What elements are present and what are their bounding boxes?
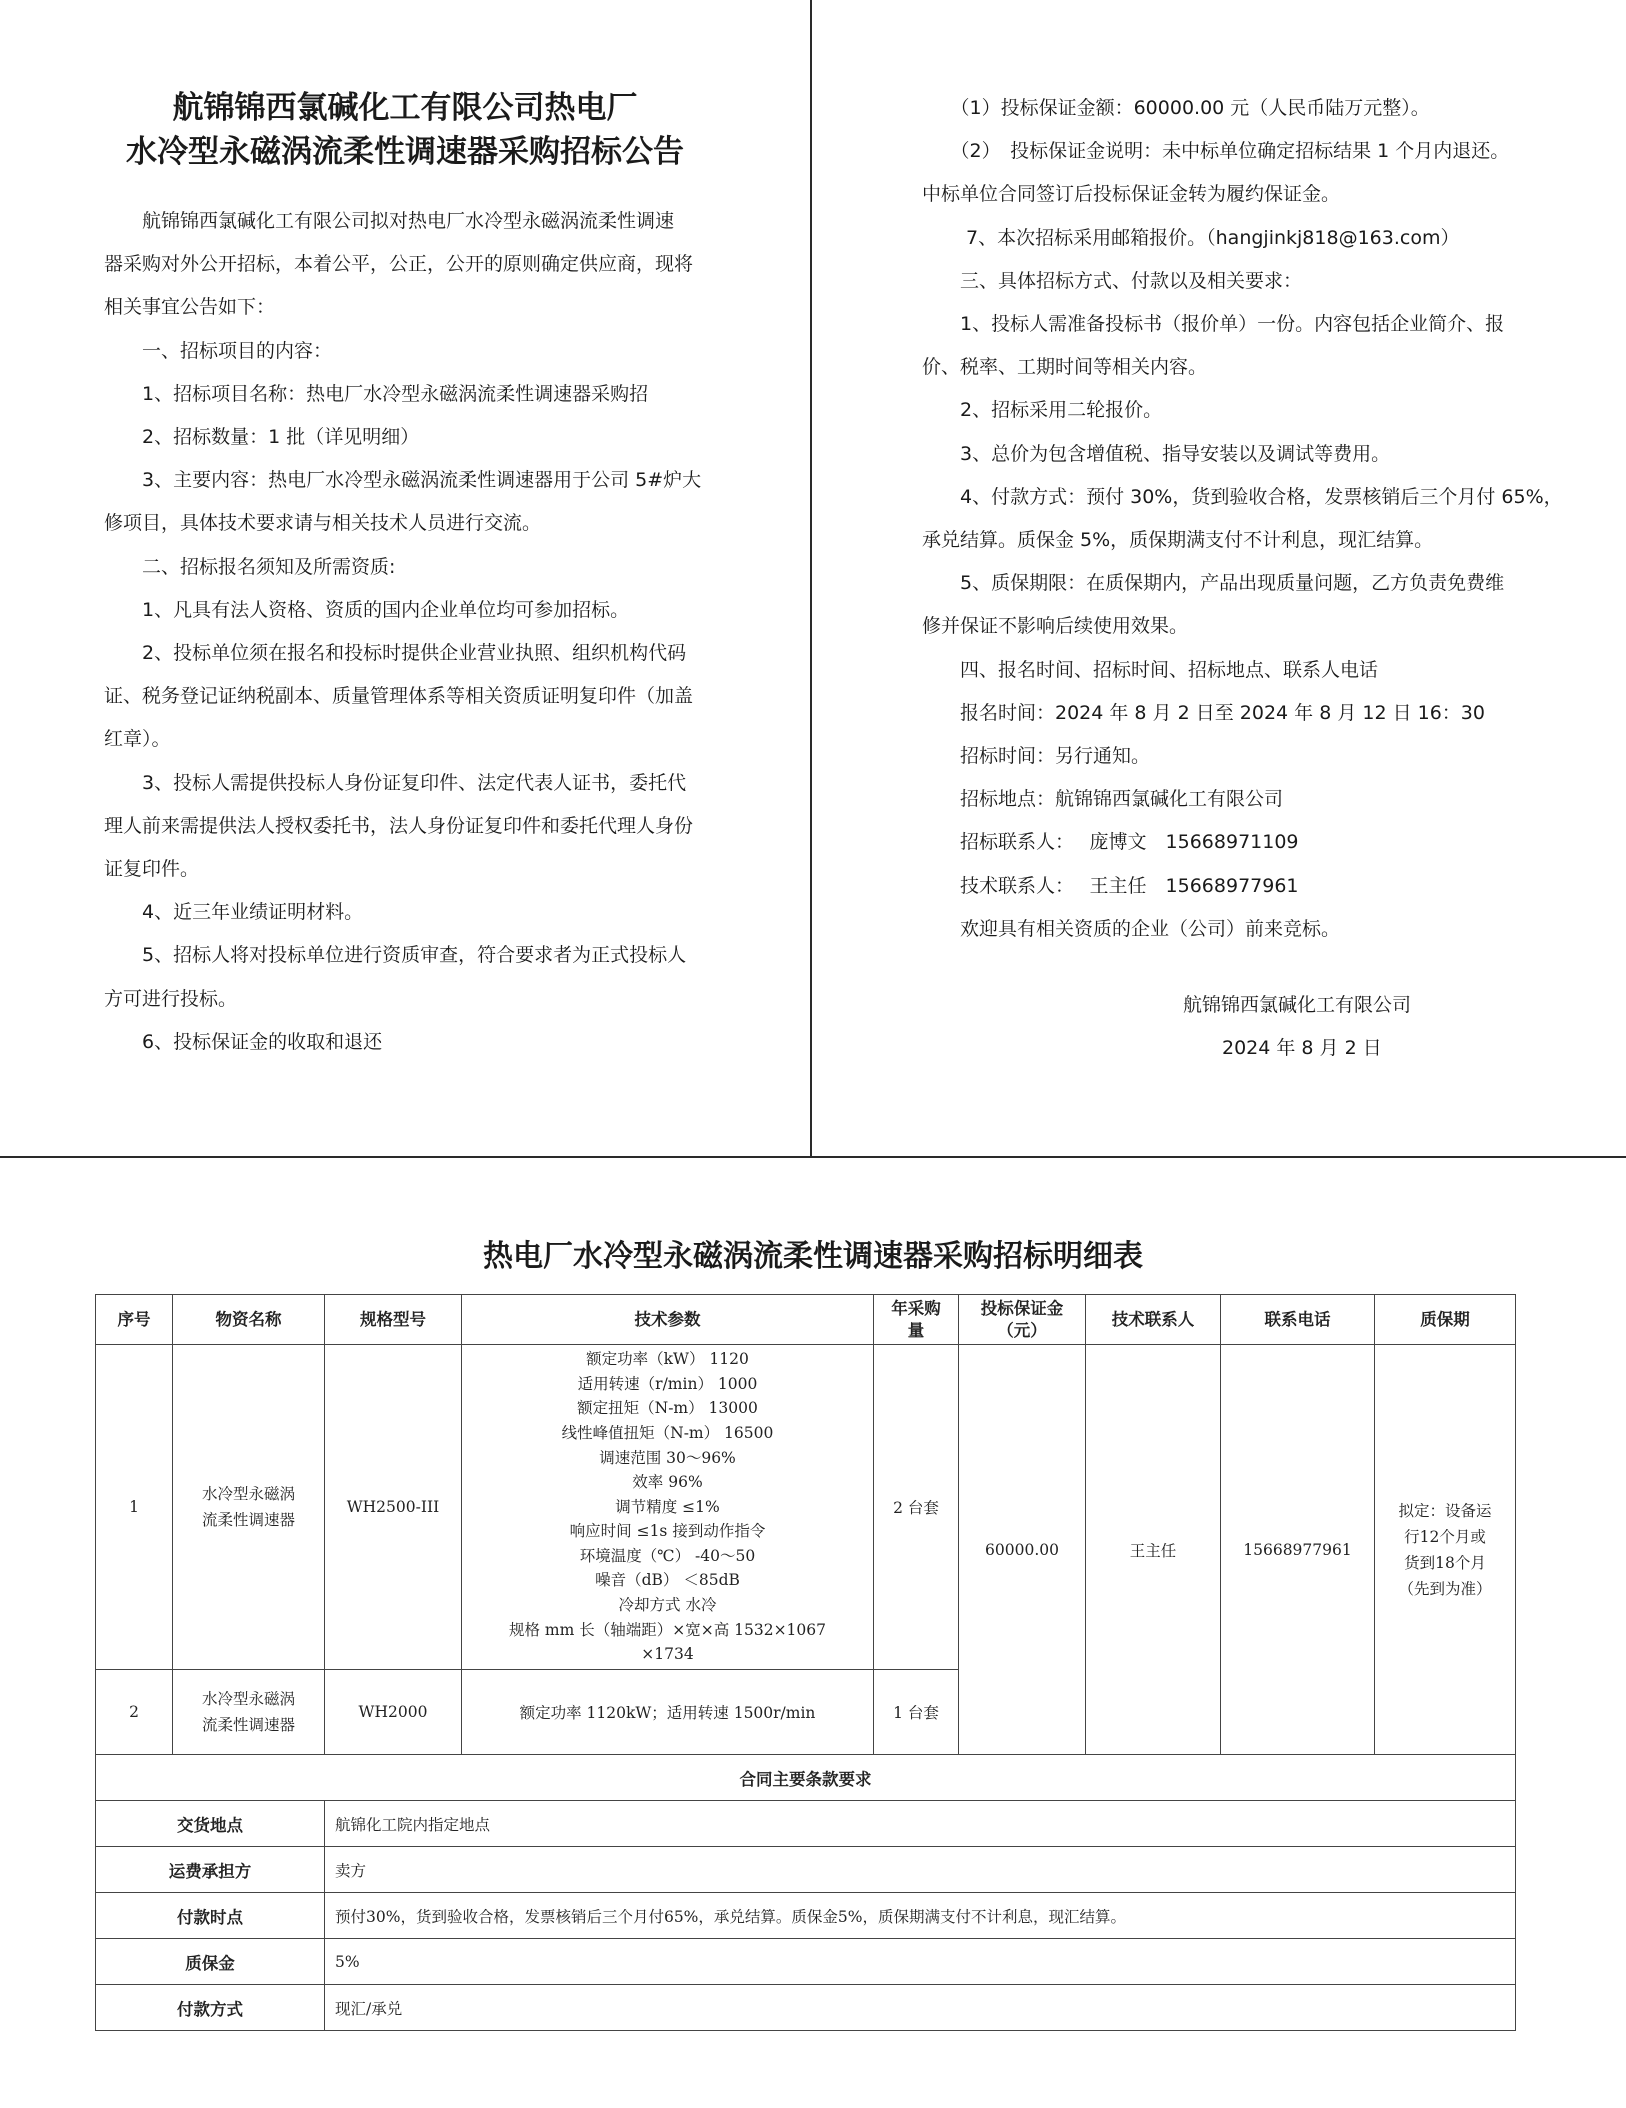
header-deposit-line1: 投标保证金 — [980, 1298, 1064, 1318]
warranty-line: 行12个月或 — [1404, 1527, 1486, 1546]
warranty-line: （先到为准） — [1398, 1579, 1492, 1598]
contract-value: 预付30%，货到验收合格，发票核销后三个月付65%，承兑结算。质保金5%，质保期满支付不计利息，现汇结算。 — [325, 1893, 1516, 1939]
notice-paragraph-line: 4、近三年业绩证明材料。 — [104, 901, 364, 924]
notice-paragraph-line: 三、具体招标方式、付款以及相关要求： — [922, 269, 1303, 292]
header-deposit-line2: （元） — [997, 1320, 1047, 1340]
spec-line: 冷却方式 水冷 — [618, 1596, 717, 1615]
contract-label: 付款方式 — [96, 1985, 325, 2031]
row2-name-line1: 水冷型永磁涡 — [201, 1690, 295, 1708]
header-phone: 联系电话 — [1221, 1295, 1375, 1345]
notice-paragraph-line: 7、本次招标采用邮箱报价。（hangjinkj818@163.com） — [922, 226, 1460, 249]
notice-paragraph-line: 承兑结算。质保金 5%，质保期满支付不计利息，现汇结算。 — [922, 529, 1434, 551]
header-specs: 技术参数 — [462, 1295, 874, 1345]
notice-paragraph-line: 一、招标项目的内容： — [104, 339, 333, 362]
notice-paragraph-line: 招标时间：另行通知。 — [922, 745, 1151, 767]
row2-qty: 1 台套 — [874, 1670, 959, 1755]
row1-seq: 1 — [96, 1345, 173, 1670]
signature-company: 航锦锦西氯碱化工有限公司 — [1183, 994, 1412, 1016]
spec-line: 线性峰值扭矩（N-m） 16500 — [561, 1423, 774, 1442]
warranty-cell — [1375, 1345, 1516, 1755]
notice-title-line2: 水冷型永磁涡流柔性调速器采购招标公告 — [126, 134, 684, 170]
header-qty — [874, 1295, 959, 1345]
notice-paragraph-line: 中标单位合同签订后投标保证金转为履约保证金。 — [922, 183, 1341, 206]
contract-row — [96, 1939, 1516, 1985]
notice-paragraph-line: 招标联系人： 庞博文 15668971109 — [922, 831, 1299, 854]
table-header-row — [96, 1295, 1516, 1345]
row2-name-line2: 流柔性调速器 — [201, 1716, 295, 1734]
contract-value: 5% — [325, 1939, 1516, 1985]
signature-date: 2024 年 8 月 2 日 — [1222, 1037, 1382, 1059]
contract-row — [96, 1801, 1516, 1847]
notice-paragraph-line: 欢迎具有相关资质的企业（公司）前来竞标。 — [922, 917, 1341, 940]
notice-paragraph-line: 2、投标单位须在报名和投标时提供企业营业执照、组织机构代码 — [104, 642, 687, 664]
row2-seq: 2 — [96, 1670, 173, 1755]
row1-specs — [462, 1345, 874, 1670]
spec-line: 响应时间 ≤1s 接到动作指令 — [569, 1522, 766, 1541]
notice-paragraph-line: 器采购对外公开招标，本着公平，公正，公开的原则确定供应商，现将 — [104, 253, 694, 276]
row1-model: WH2500-III — [325, 1345, 462, 1670]
page-divider-vertical — [810, 0, 812, 1157]
warranty-line: 货到18个月 — [1404, 1553, 1486, 1572]
spec-line: 噪音（dB） ＜85dB — [595, 1571, 740, 1590]
row1-name-line2: 流柔性调速器 — [201, 1511, 295, 1529]
row2-name — [173, 1670, 325, 1755]
contract-value: 航锦化工院内指定地点 — [325, 1801, 1516, 1847]
spec-line: 调速范围 30～96% — [599, 1448, 736, 1467]
spec-line: 额定功率（kW） 1120 — [586, 1350, 749, 1369]
contract-label: 运费承担方 — [96, 1847, 325, 1893]
notice-paragraph-line: 技术联系人： 王主任 15668977961 — [922, 874, 1299, 897]
header-deposit — [959, 1295, 1086, 1345]
spec-line: ×1734 — [641, 1645, 694, 1664]
spec-line: 适用转速（r/min） 1000 — [577, 1374, 758, 1393]
notice-paragraph-line: 相关事宜公告如下： — [104, 296, 276, 319]
notice-paragraph-line: 航锦锦西氯碱化工有限公司拟对热电厂水冷型永磁涡流柔性调速 — [104, 210, 675, 232]
notice-paragraph-line: 报名时间：2024 年 8 月 2 日至 2024 年 8 月 12 日 16：30 — [922, 701, 1485, 724]
notice-paragraph-line: 2、招标采用二轮报价。 — [922, 399, 1163, 422]
notice-paragraph-line: 招标地点：航锦锦西氯碱化工有限公司 — [922, 788, 1284, 811]
row1-name — [173, 1345, 325, 1670]
header-seq: 序号 — [96, 1295, 173, 1345]
header-model: 规格型号 — [325, 1295, 462, 1345]
notice-title-line1: 航锦锦西氯碱化工有限公司热电厂 — [172, 90, 638, 126]
notice-paragraph-line: 2、招标数量：1 批（详见明细） — [104, 426, 420, 448]
phone-cell: 15668977961 — [1221, 1345, 1375, 1755]
contract-value: 现汇/承兑 — [325, 1985, 1516, 2031]
notice-paragraph-line: 3、投标人需提供投标人身份证复印件、法定代表人证书，委托代 — [104, 771, 687, 794]
header-name: 物资名称 — [173, 1295, 325, 1345]
table-row — [96, 1345, 1516, 1670]
notice-paragraph-line: 5、质保期限：在质保期内，产品出现质量问题，乙方负责免费维 — [922, 572, 1505, 595]
notice-paragraph-line: 3、总价为包含增值税、指导安装以及调试等费用。 — [922, 442, 1391, 465]
notice-paragraph-line: 价、税率、工期时间等相关内容。 — [922, 356, 1208, 379]
contract-label: 付款时点 — [96, 1893, 325, 1939]
contract-row — [96, 1893, 1516, 1939]
header-warranty: 质保期 — [1375, 1295, 1516, 1345]
contract-heading: 合同主要条款要求 — [96, 1755, 1516, 1801]
contract-row — [96, 1847, 1516, 1893]
contact-cell: 王主任 — [1086, 1345, 1221, 1755]
notice-paragraph-line: 1、凡具有法人资格、资质的国内企业单位均可参加招标。 — [104, 598, 630, 621]
header-qty-line1: 年采购 — [891, 1298, 941, 1318]
spec-line: 环境温度（℃） -40～50 — [579, 1546, 756, 1565]
spec-line: 规格 mm 长（轴端距）×宽×高 1532×1067 — [508, 1620, 827, 1639]
spec-line: 额定扭矩（N-m） 13000 — [577, 1399, 758, 1418]
notice-paragraph-line: 3、主要内容：热电厂水冷型永磁涡流柔性调速器用于公司 5#炉大 — [104, 469, 702, 492]
row1-qty: 2 台套 — [874, 1345, 959, 1670]
contract-label: 质保金 — [96, 1939, 325, 1985]
detail-table-title: 热电厂水冷型永磁涡流柔性调速器采购招标明细表 — [483, 1239, 1143, 1274]
contract-row — [96, 1985, 1516, 2031]
row2-specs: 额定功率 1120kW；适用转速 1500r/min — [462, 1670, 874, 1755]
page-divider-horizontal — [0, 1156, 1626, 1158]
contract-label: 交货地点 — [96, 1801, 325, 1847]
contract-heading-row — [96, 1755, 1516, 1801]
header-qty-line2: 量 — [907, 1320, 925, 1340]
notice-paragraph-line: 1、投标人需准备投标书（报价单）一份。内容包括企业简介、报 — [922, 313, 1505, 335]
header-contact: 技术联系人 — [1086, 1295, 1221, 1345]
notice-paragraph-line: 四、报名时间、招标时间、招标地点、联系人电话 — [922, 658, 1379, 681]
contract-value: 卖方 — [325, 1847, 1516, 1893]
notice-paragraph-line: 1、招标项目名称：热电厂水冷型永磁涡流柔性调速器采购招 — [104, 382, 649, 405]
notice-paragraph-line: 证、税务登记证纳税副本、质量管理体系等相关资质证明复印件（加盖 — [104, 685, 694, 708]
notice-paragraph-line: 5、招标人将对投标单位进行资质审查，符合要求者为正式投标人 — [104, 944, 687, 967]
notice-paragraph-line: 证复印件。 — [104, 858, 200, 880]
notice-paragraph-line: 方可进行投标。 — [104, 987, 238, 1010]
notice-paragraph-line: 4、付款方式：预付 30%，货到验收合格，发票核销后三个月付 65%， — [922, 485, 1563, 508]
notice-paragraph-line: （2） 投标保证金说明：未中标单位确定招标结果 1 个月内退还。 — [922, 140, 1510, 163]
notice-paragraph-line: （1）投标保证金额：60000.00 元（人民币陆万元整）。 — [922, 97, 1430, 119]
spec-line: 调节精度 ≤1% — [615, 1497, 720, 1516]
deposit-cell: 60000.00 — [959, 1345, 1086, 1755]
notice-paragraph-line: 6、投标保证金的收取和退还 — [104, 1030, 383, 1053]
notice-paragraph-line: 红章）。 — [104, 728, 171, 751]
row2-model: WH2000 — [325, 1670, 462, 1755]
notice-paragraph-line: 修项目，具体技术要求请与相关技术人员进行交流。 — [104, 512, 542, 535]
notice-paragraph-line: 二、招标报名须知及所需资质: — [104, 555, 396, 578]
warranty-line: 拟定：设备运 — [1398, 1501, 1492, 1520]
notice-paragraph-line: 理人前来需提供法人授权委托书，法人身份证复印件和委托代理人身份 — [104, 814, 694, 837]
detail-table — [95, 1294, 1516, 2031]
spec-line: 效率 96% — [632, 1473, 703, 1492]
notice-paragraph-line: 修并保证不影响后续使用效果。 — [922, 615, 1189, 638]
row1-name-line1: 水冷型永磁涡 — [201, 1485, 295, 1503]
